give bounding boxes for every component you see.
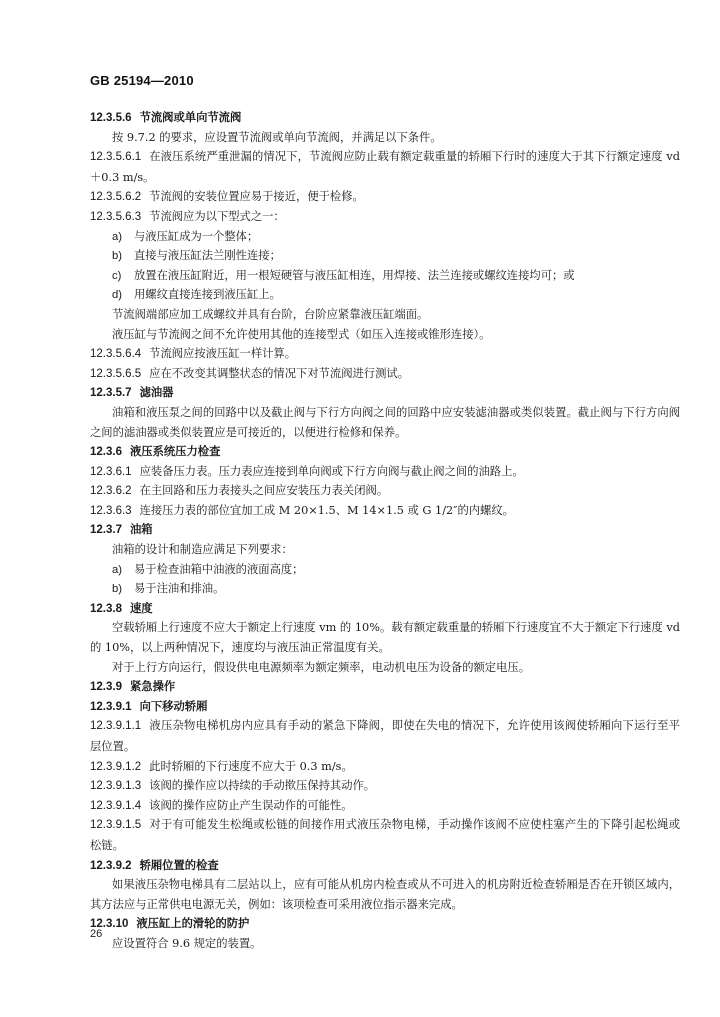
paragraph: 空载轿厢上行速度不应大于额定上行速度 vm 的 10%。载有额定载重量的轿厢下行速度宜不大于额定下行速度 vd 的 10%，以上两种情况下，速度均与液压油正常温度有关。 [90, 621, 680, 655]
numbered-clause [90, 462, 680, 482]
list-item [90, 285, 680, 305]
clause-number: 12.3.9.1.1 [90, 720, 142, 733]
section-title: 节流阀或单向节流阀 [139, 110, 242, 124]
numbered-clause [90, 757, 680, 777]
paragraph: 对于上行方向运行，假设供电电源频率为额定频率，电动机电压为设备的额定电压。 [112, 660, 530, 674]
list-item [90, 266, 680, 286]
list-item-label: b) [112, 583, 123, 596]
document-body [90, 108, 680, 954]
numbered-clause [90, 187, 680, 207]
clause-number: 12.3.9.1.5 [90, 819, 142, 832]
paragraph: 液压缸与节流阀之间不允许使用其他的连接型式（如压入连接或锥形连接）。 [112, 327, 491, 341]
clause-number: 12.3.9.1.2 [90, 760, 142, 773]
section-heading [90, 677, 680, 697]
numbered-clause [90, 344, 680, 364]
numbered-clause [90, 481, 680, 501]
list-item [90, 579, 680, 599]
section-heading [90, 856, 680, 876]
section-number: 12.3.9.1 [90, 700, 132, 713]
section-heading [90, 914, 680, 934]
list-item-text: 易于检查油箱中油液的液面高度； [134, 562, 304, 576]
section-number: 12.3.8 [90, 602, 122, 615]
list-item-text: 直接与液压缸法兰刚性连接； [134, 249, 281, 263]
list-item [90, 227, 680, 247]
numbered-clause [90, 716, 680, 756]
clause-number: 12.3.5.6.3 [90, 210, 142, 223]
section-heading [90, 108, 680, 128]
paragraph: 油箱和液压泵之间的回路中以及截止阀与下行方向阀之间的回路中应安装滤油器或类似装置。截止阀与下行方向阀之间的滤油器或类似装置应是可接近的，以便进行检修和保养。 [90, 405, 680, 439]
section-number: 12.3.5.7 [90, 387, 132, 400]
paragraph: 节流阀端部应加工成螺纹并具有台阶，台阶应紧靠液压缸端面。 [112, 307, 429, 321]
section-title: 速度 [129, 600, 153, 615]
section-number: 12.3.6 [90, 446, 122, 459]
clause-number: 12.3.6.3 [90, 504, 132, 517]
standard-code-header: GB 25194—2010 [90, 73, 194, 88]
clause-number: 12.3.9.1.3 [90, 780, 142, 793]
clause-text: 此时轿厢的下行速度不应大于 0.3 m/s。 [149, 759, 353, 773]
clause-text: 该阀的操作应以持续的手动揿压保持其动作。 [149, 779, 376, 793]
section-number: 12.3.5.6 [90, 112, 132, 124]
section-title: 液压系统压力检查 [129, 444, 221, 459]
list-item-text: 用螺纹直接连接到液压缸上。 [134, 288, 281, 302]
section-title: 液压缸上的滑轮的防护 [136, 916, 250, 931]
section-title: 轿厢位置的检查 [139, 857, 219, 872]
section-heading [90, 520, 680, 540]
clause-text: 连接压力表的部位宜加工成 M 20×1.5、M 14×1.5 或 G 1/2″的内螺纹。 [139, 503, 514, 517]
numbered-clause [90, 364, 680, 384]
numbered-clause [90, 501, 680, 521]
clause-text: 该阀的操作应防止产生误动作的可能性。 [149, 798, 353, 812]
list-item-label: a) [112, 563, 123, 576]
page-number: 26 [90, 928, 103, 940]
numbered-clause [90, 796, 680, 816]
list-item [90, 246, 680, 266]
section-title: 向下移动轿厢 [139, 698, 208, 713]
paragraph: 如果液压杂物电梯具有二层站以上，应有可能从机房内检查或从不可进入的机房附近检查轿厢是否在开锁区域内，其方法应与正常供电电源无关，例如：该项检查可采用液位指示器来完成。 [90, 878, 680, 911]
clause-text: 节流阀应按液压缸一样计算。 [149, 347, 297, 361]
section-number: 12.3.7 [90, 524, 122, 537]
section-title: 滤油器 [139, 385, 174, 400]
section-heading [90, 383, 680, 403]
clause-number: 12.3.5.6.2 [90, 191, 142, 204]
clause-number: 12.3.5.6.5 [90, 367, 142, 380]
section-heading [90, 442, 680, 462]
section-number: 12.3.9.2 [90, 859, 132, 872]
clause-text: 在液压系统严重泄漏的情况下，节流阀应防止载有额定载重量的轿厢下行时的速度大于其下行额定速度 vd＋0.3 m/s。 [90, 150, 680, 184]
clause-text: 液压杂物电梯机房内应具有手动的紧急下降阀，即使在失电的情况下，允许使用该阀使轿厢向下运行至平层位置。 [90, 719, 680, 753]
clause-number: 12.3.5.6.4 [90, 348, 142, 361]
list-item [90, 560, 680, 580]
section-title: 油箱 [129, 522, 153, 537]
clause-text: 应在不改变其调整状态的情况下对节流阀进行测试。 [149, 366, 409, 380]
clause-text: 在主回路和压力表接头之间应安装压力表关闭阀。 [139, 484, 389, 498]
section-number: 12.3.10 [90, 918, 129, 931]
section-heading [90, 599, 680, 619]
clause-number: 12.3.9.1.4 [90, 799, 142, 812]
clause-text: 应装备压力表。压力表应连接到单向阀或下行方向阀与截止阀之间的油路上。 [139, 464, 524, 478]
list-item-text: 放置在液压缸附近，用一根短硬管与液压缸相连，用焊接、法兰连接或螺纹连接均可；或 [134, 268, 575, 282]
clause-text: 节流阀的安装位置应易于接近，便于检修。 [149, 190, 364, 204]
list-item-label: b) [112, 250, 123, 263]
list-item-label: d) [112, 289, 123, 302]
clause-number: 12.3.6.2 [90, 485, 132, 498]
section-number: 12.3.9 [90, 681, 122, 694]
paragraph: 按 9.7.2 的要求，应设置节流阀或单向节流阀，并满足以下条件。 [112, 130, 442, 144]
numbered-clause [90, 776, 680, 796]
section-title: 紧急操作 [129, 679, 176, 694]
list-item-text: 与液压缸成为一个整体； [134, 229, 259, 243]
clause-text: 节流阀应为以下型式之一： [149, 209, 285, 223]
paragraph: 油箱的设计和制造应满足下列要求： [112, 543, 293, 557]
numbered-clause [90, 207, 680, 227]
list-item-text: 易于注油和排油。 [134, 582, 225, 596]
numbered-clause [90, 147, 680, 187]
section-heading [90, 697, 680, 717]
clause-text: 对于有可能发生松绳或松链的间接作用式液压杂物电梯，手动操作该阀不应使柱塞产生的下降引起松绳或松链。 [90, 818, 680, 852]
numbered-clause [90, 815, 680, 855]
clause-number: 12.3.5.6.1 [90, 151, 142, 164]
list-item-label: c) [112, 269, 122, 282]
list-item-label: a) [112, 230, 123, 243]
clause-number: 12.3.6.1 [90, 465, 132, 478]
paragraph: 应设置符合 9.6 规定的装置。 [112, 936, 262, 950]
